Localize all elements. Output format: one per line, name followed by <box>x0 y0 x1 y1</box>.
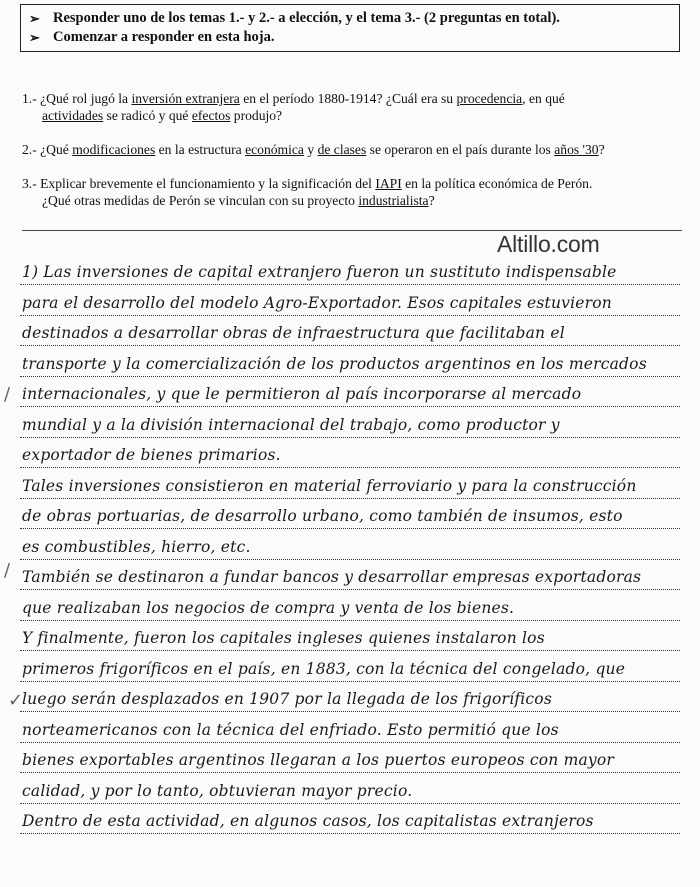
answer-line: bienes exportables argentinos llegaran a los puertos europeos con mayor <box>22 751 615 769</box>
answer-line: luego serán desplazados en 1907 por la llegada de los frigoríficos <box>22 690 552 708</box>
answer-line: norteamericanos con la técnica del enfriado. Esto permitió que los <box>22 720 559 739</box>
watermark-logo: Altillo.com <box>497 231 600 257</box>
question-text: en el período 1880-1914? ¿Cuál era su <box>239 91 457 106</box>
question-text: se radicó y qué <box>103 108 192 123</box>
instruction-line <box>29 9 679 28</box>
question-text: 1.- ¿Qué rol jugó la <box>22 91 132 106</box>
instruction-text: Responder uno de los temas 1.- y 2.- a elección, y el tema 3.- (2 preguntas en total). <box>53 10 560 26</box>
instruction-line <box>29 28 679 47</box>
question-text: ? <box>428 193 435 208</box>
answer-line: calidad, y por lo tanto, obtuvieran mayor precio. <box>22 781 413 800</box>
underlined-keyword: de clases <box>317 142 367 157</box>
check-mark-icon: / <box>4 384 11 405</box>
question-text: ¿Qué otras medidas de Perón se vinculan con su proyecto <box>42 193 359 208</box>
question-1 <box>22 90 684 124</box>
question-text: se operaron en el país durante los <box>366 142 555 157</box>
answer-line: mundial y a la división internacional del trabajo, como productor y <box>22 415 560 434</box>
question-text: , en qué <box>522 91 565 106</box>
answer-line: de obras portuarias, de desarrollo urbano, como también de insumos, esto <box>22 507 623 525</box>
underlined-keyword: efectos <box>191 108 231 123</box>
underlined-keyword: años '30 <box>554 142 599 157</box>
answer-line: para el desarrollo del modelo Agro-Exportador. Esos capitales estuvieron <box>22 293 612 312</box>
question-text: produjo? <box>230 108 283 123</box>
question-text: ? <box>598 142 605 157</box>
answer-line: internacionales, y que le permitieron al país incorporarse al mercado <box>22 385 582 403</box>
instructions-box <box>20 4 680 52</box>
answer-line: que realizaban los negocios de compra y venta de los bienes. <box>22 598 515 617</box>
check-mark-icon: / <box>4 560 11 581</box>
arrow-bullet-icon: ➢ <box>29 11 40 26</box>
question-text: en la estructura <box>155 142 246 157</box>
underlined-keyword: procedencia <box>456 91 523 106</box>
question-text: en la política económica de Perón. <box>401 176 593 191</box>
answer-line: primeros frigoríficos en el país, en 1883, con la técnica del congelado, que <box>22 659 626 678</box>
answer-line: 1) Las inversiones de capital extranjero fueron un sustituto indispensable <box>22 263 617 281</box>
answer-line: transporte y la comercialización de los productos argentinos en los mercados <box>22 354 647 373</box>
answer-line: Y finalmente, fueron los capitales ingleses quienes instalaron los <box>22 629 545 647</box>
answer-line: es combustibles, hierro, etc. <box>22 537 251 556</box>
question-text: 3.- Explicar brevemente el funcionamiento y la significación del <box>22 176 376 191</box>
underlined-keyword: industrialista <box>358 193 429 208</box>
underlined-keyword: inversión extranjera <box>131 91 240 106</box>
answer-line: destinados a desarrollar obras de infraestructura que facilitaban el <box>22 324 565 342</box>
question-3 <box>22 175 684 209</box>
answer-line: Dentro de esta actividad, en algunos casos, los capitalistas extranjeros <box>22 812 594 830</box>
instruction-text: Comenzar a responder en esta hoja. <box>53 29 275 45</box>
underlined-keyword: económica <box>245 142 304 157</box>
question-text: 2.- ¿Qué <box>22 142 73 157</box>
answer-line: También se destinaron a fundar bancos y desarrollar empresas exportadoras <box>22 568 642 586</box>
underlined-keyword: actividades <box>42 108 104 123</box>
answer-line: Tales inversiones consistieron en material ferroviario y para la construcción <box>22 476 637 495</box>
question-text: y <box>303 142 318 157</box>
underlined-keyword: modificaciones <box>72 142 156 157</box>
questions-list <box>22 90 684 226</box>
arrow-bullet-icon: ➢ <box>29 30 40 45</box>
answer-line: exportador de bienes primarios. <box>22 446 281 464</box>
check-mark-icon: ✓ <box>8 690 24 711</box>
underlined-keyword: IAPI <box>375 176 402 191</box>
question-2 <box>22 141 684 158</box>
